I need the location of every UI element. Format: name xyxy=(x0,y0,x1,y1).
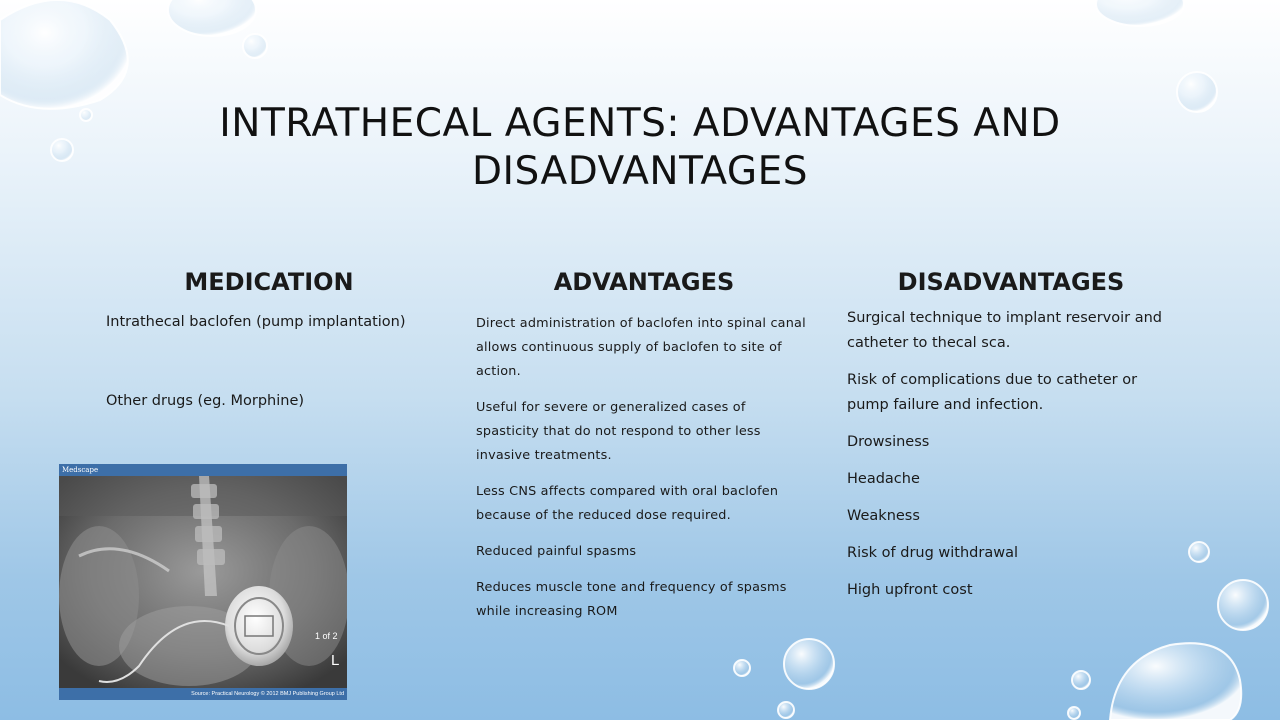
xray-page-indicator: 1 of 2 xyxy=(315,631,338,641)
disadvantage-item: Drowsiness xyxy=(847,434,930,450)
medscape-brand-bar: Medscape xyxy=(59,464,347,476)
advantages-column xyxy=(476,268,812,636)
xray-radiograph-picture xyxy=(59,476,347,688)
xray-source-caption: Source: Practical Neurology © 2012 BMJ Publishing Group Ltd xyxy=(59,688,347,700)
xray-side-marker: L xyxy=(331,652,340,669)
advantage-item: Reduces muscle tone and frequency of spasms while increasing ROM xyxy=(476,580,787,619)
slide-title: INTRATHECAL AGENTS: ADVANTAGES AND DISADVANTAGES xyxy=(219,101,1061,194)
medication-column xyxy=(106,268,432,412)
advantages-list xyxy=(476,312,812,624)
xray-image xyxy=(59,464,347,700)
disadvantage-item: High upfront cost xyxy=(847,582,973,598)
medication-heading: MEDICATION xyxy=(184,268,354,296)
advantage-item: Less CNS affects compared with oral baclofen because of the reduced dose required. xyxy=(476,484,779,523)
disadvantage-item: Risk of complications due to catheter or pump failure and infection. xyxy=(847,372,1138,413)
disadvantage-item: Risk of drug withdrawal xyxy=(847,545,1019,561)
advantages-heading: ADVANTAGES xyxy=(553,268,735,296)
disadvantage-item: Surgical technique to implant reservoir and catheter to thecal sca. xyxy=(847,310,1162,351)
disadvantage-item: Weakness xyxy=(847,508,920,524)
disadvantage-item: Headache xyxy=(847,471,920,487)
advantage-item: Reduced painful spasms xyxy=(476,544,637,559)
advantage-item: Direct administration of baclofen into spinal canal allows continuous supply of baclofen to site of action. xyxy=(476,316,806,379)
medication-item: Intrathecal baclofen (pump implantation) xyxy=(106,314,406,330)
disadvantages-heading: DISADVANTAGES xyxy=(897,268,1125,296)
disadvantages-column xyxy=(847,268,1175,615)
advantage-item: Useful for severe or generalized cases of spasticity that do not respond to other less invasive treatments. xyxy=(476,400,761,463)
disadvantages-list xyxy=(847,306,1175,603)
medication-item: Other drugs (eg. Morphine) xyxy=(106,393,305,409)
